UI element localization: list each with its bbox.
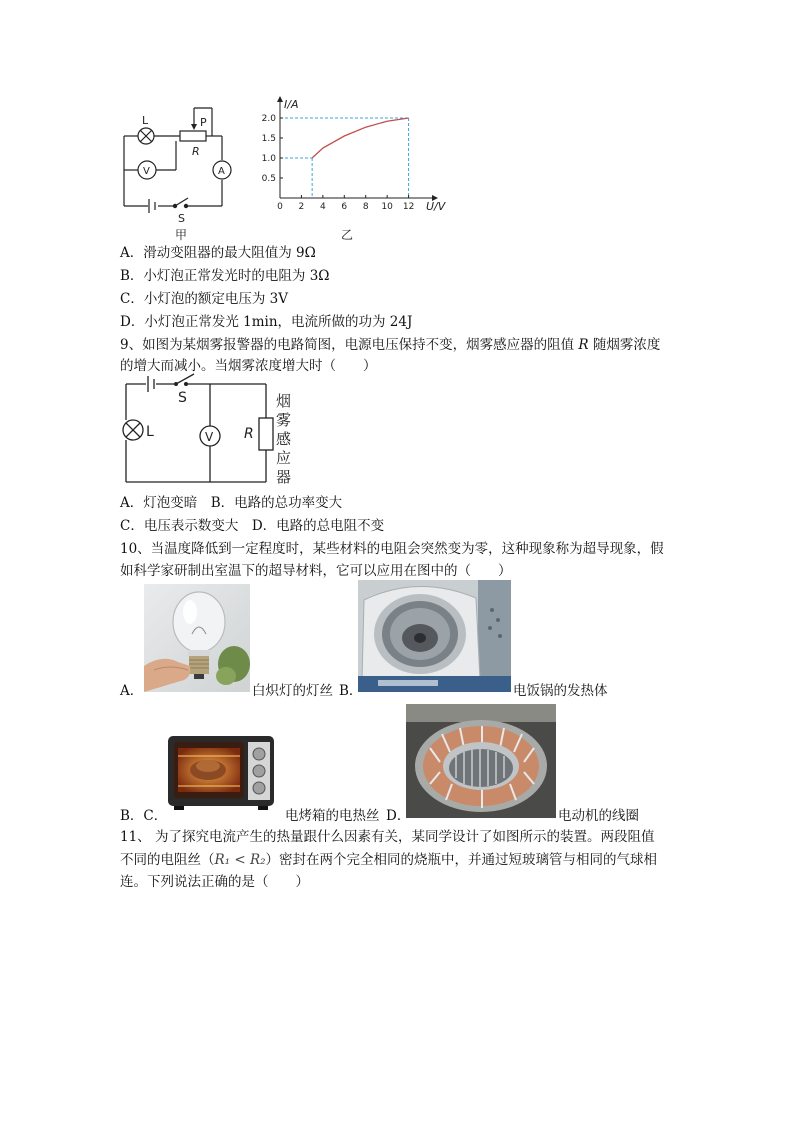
q10-option-b-text: 电饭锅的发热体 [513, 683, 608, 699]
iu-x-tick-label: 6 [341, 202, 348, 212]
q10-option-d-text: 电动机的线圈 [558, 808, 639, 824]
q9-label-r: R [244, 426, 254, 442]
bulb-photo [144, 584, 250, 692]
iu-x-tick-label: 2 [298, 202, 305, 212]
q9-sensor-char: 感 [276, 430, 292, 448]
q8-label-S: S [178, 212, 185, 225]
q11-stem-part1: 不同的电阻丝（ [120, 852, 215, 868]
q8-circuit-figure [118, 100, 243, 225]
q8-label-R: R [192, 145, 200, 158]
iu-x-tick-label: 10 [381, 202, 393, 212]
q10-option-d-label: D． [386, 808, 411, 824]
oven-photo [164, 730, 278, 812]
q9-voltmeter-label: V [205, 430, 214, 444]
q9-sensor-char: 雾 [276, 411, 292, 429]
q10-option-c-label: B．C． [120, 808, 168, 824]
q10-stem-line1: 10、当温度降低到一定程度时，某些材料的电阻会突然变为零，这种现象称为超导现象，假 [120, 541, 664, 557]
q8-caption-jia: 甲 [175, 228, 188, 242]
q10-option-c-text: 电烤箱的电热丝 [285, 808, 380, 824]
iu-x-tick-label: 4 [319, 202, 326, 212]
q8-ammeter-label: A [218, 166, 225, 177]
q9-label-l: L [146, 424, 154, 440]
rice-cooker-photo [358, 580, 511, 692]
iu-x-tick-label: 12 [402, 202, 415, 212]
q10-option-a-label: A． [120, 683, 144, 699]
q11-stem-line1: 11、 为了探究电流产生的热量跟什么因素有关，某同学设计了如图所示的装置。两段阻值 [120, 829, 655, 845]
iu-x-tick-label: 0 [277, 202, 283, 212]
q10-option-a-text: 白炽灯的灯丝 [252, 683, 333, 699]
q10-option-b-label: B． [339, 683, 363, 699]
q11-stem-line2 [120, 850, 657, 870]
q8-label-L: L [142, 114, 149, 127]
q8-label-P: P [200, 116, 207, 129]
iu-y-tick-label: 2.0 [261, 114, 276, 124]
q9-options-line2: C．电压表示数变大 D．电路的总电阻不变 [120, 518, 385, 534]
q10-stem-line2: 如科学家研制出室温下的超导材料，它可以应用在图中的（ ） [120, 563, 512, 579]
iu-series-line [312, 118, 409, 158]
q9-sensor-char: 应 [276, 449, 292, 467]
q8-option-a: A．滑动变阻器的最大阻值为 9Ω [120, 245, 316, 261]
iu-y-arrow [277, 96, 283, 102]
q9-stem-variable-r: R [578, 337, 589, 353]
iu-y-tick-label: 1.0 [261, 154, 276, 164]
q8-option-b: B．小灯泡正常发光时的电阻为 3Ω [120, 268, 330, 284]
q8-caption-yi: 乙 [341, 228, 354, 242]
motor-coil-photo [406, 704, 556, 818]
q9-sensor-char: 烟 [276, 392, 292, 410]
q9-circuit-figure [118, 372, 308, 490]
q9-stem-part1: 9、如图为某烟雾报警器的电路简图，电源电压保持不变，烟雾感应器的阻值 [120, 337, 579, 353]
iu-x-tick-label: 8 [362, 202, 369, 212]
q9-sensor-char: 器 [276, 468, 292, 486]
q9-stem-line1 [120, 335, 660, 355]
q9-stem-part2: 随烟雾浓度 [588, 337, 661, 353]
q8-iu-chart [250, 98, 446, 218]
q8-circuit-diagram [118, 100, 243, 225]
q8-option-c: C．小灯泡的额定电压为 3V [120, 291, 288, 307]
q9-label-s: S [178, 390, 187, 406]
q9-options-line1: A．灯泡变暗 B．电路的总功率变大 [120, 495, 343, 511]
iu-y-tick-label: 1.5 [261, 134, 276, 144]
q8-option-d: D．小灯泡正常发光 1min，电流所做的功为 24J [120, 314, 413, 330]
q11-stem-part2: ）密封在两个完全相同的烧瓶中，并通过短玻璃管与相同的气球相 [265, 852, 658, 868]
iu-x-axis-label: U/V [426, 200, 446, 213]
iu-y-axis-label: I/A [284, 98, 299, 111]
q8-iu-chart-svg [250, 98, 446, 218]
q11-stem-line3: 连。下列说法正确的是（ ） [120, 874, 309, 890]
iu-y-tick-label: 0.5 [261, 174, 276, 184]
q8-voltmeter-label: V [143, 166, 150, 177]
q11-inequality-math: R₁ < R₂ [214, 852, 266, 868]
q9-stem-line2: 的增大而减小。当烟雾浓度增大时（ ） [120, 358, 377, 374]
q9-circuit-diagram [118, 372, 308, 490]
